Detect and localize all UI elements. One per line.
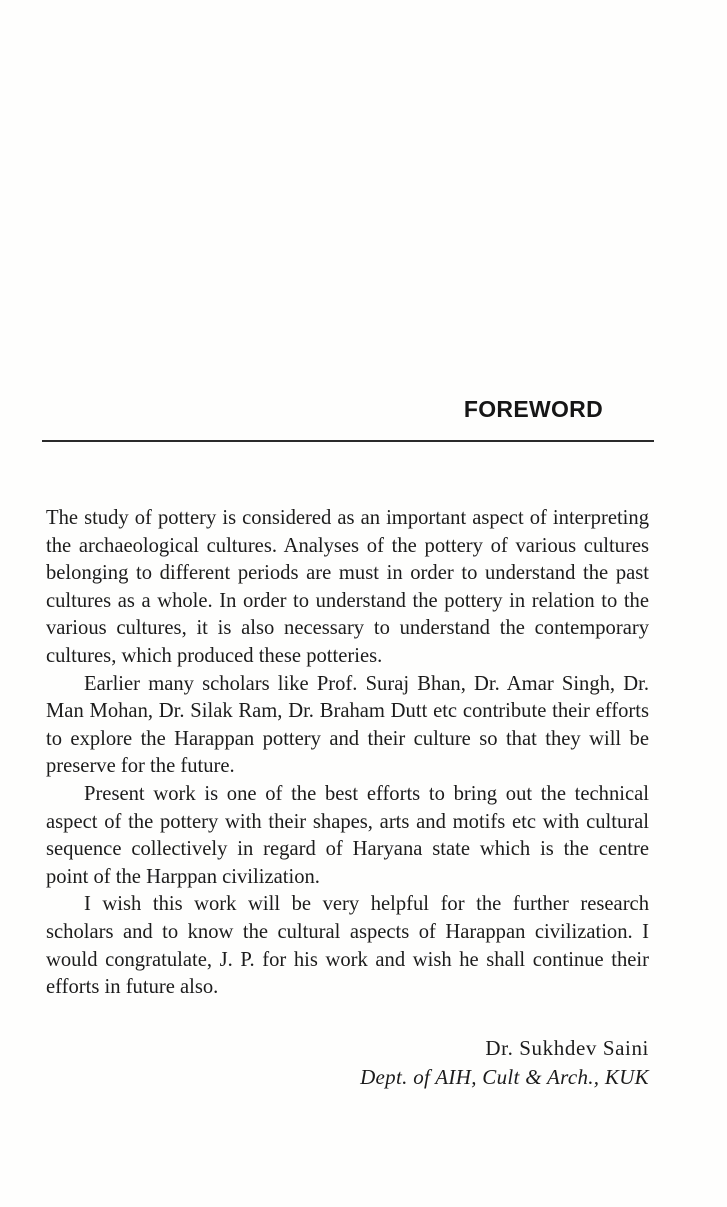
- title-divider: [42, 440, 654, 442]
- signatory-department: Dept. of AIH, Cult & Arch., KUK: [360, 1065, 649, 1089]
- signature-block: [360, 1034, 649, 1092]
- signatory-name: Dr. Sukhdev Saini: [485, 1036, 649, 1060]
- paragraph-1: The study of pottery is considered as an important aspect of interpreting the archaeological cultures. Analyses of the pottery of various cultures belonging to different periods are must in order to understand the past cultures as a whole. In order to understand the pottery in relation to the various cultures, it is also necessary to understand the contemporary cultures, which produced these potteries.: [46, 507, 649, 667]
- foreword-body: [46, 505, 649, 1002]
- paragraph-3: Present work is one of the best efforts to bring out the technical aspect of the pottery with their shapes, arts and motifs etc with cultural sequence collectively in regard of Haryana state which is the centre point of the Harppan civilization.: [46, 782, 649, 888]
- page-title: FOREWORD: [463, 396, 603, 422]
- paragraph-4: I wish this work will be very helpful for the further research scholars and to know the cultural aspects of Harappan civilization. I would congratulate, J. P. for his work and wish he shall continue their efforts in future also.: [46, 893, 649, 999]
- paragraph-2: Earlier many scholars like Prof. Suraj Bhan, Dr. Amar Singh, Dr. Man Mohan, Dr. Silak Ram, Dr. Braham Dutt etc contribute their efforts to explore the Harappan pottery and their culture so that they will be preserve for the future.: [46, 672, 649, 778]
